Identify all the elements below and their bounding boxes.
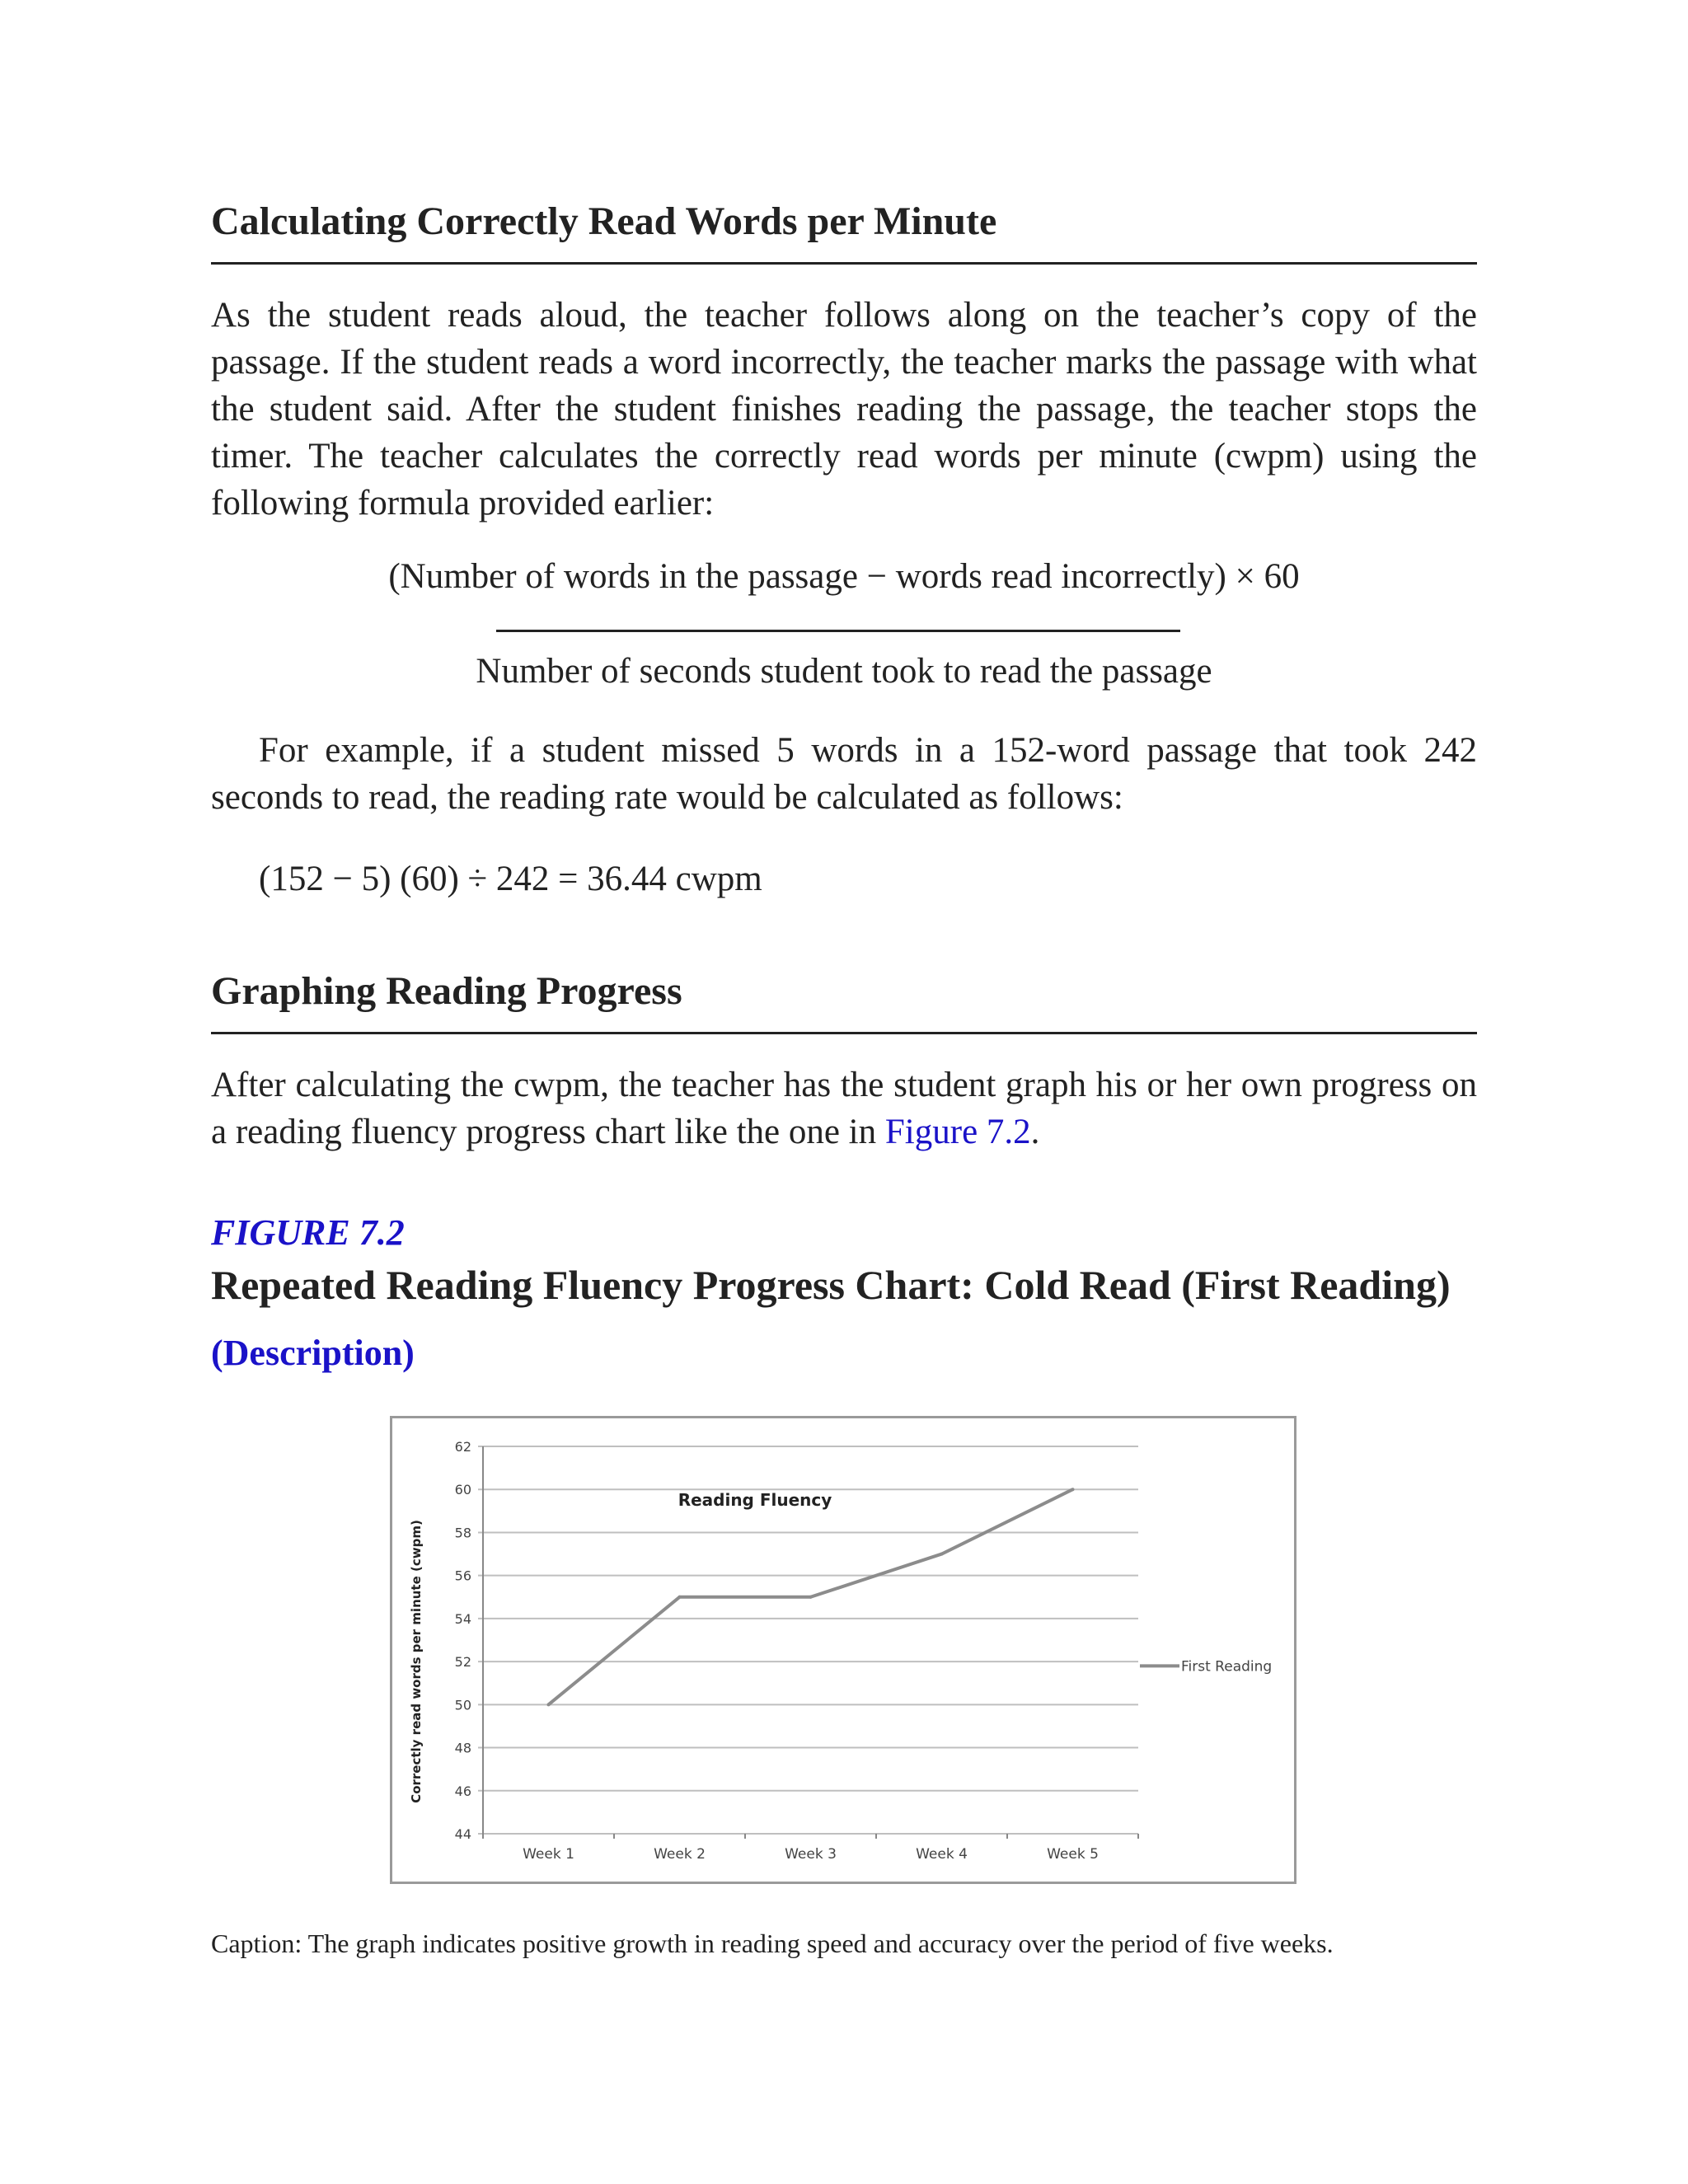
y-tick-label: 46 — [454, 1783, 471, 1799]
data-point — [678, 1596, 682, 1599]
y-tick-label: 50 — [454, 1697, 471, 1713]
example-calculation: (152 − 5) (60) ÷ 242 = 36.44 cwpm — [259, 860, 762, 898]
y-tick-label: 58 — [454, 1525, 471, 1541]
y-tick-label: 62 — [454, 1439, 471, 1455]
description-link[interactable]: (Description) — [211, 1333, 415, 1373]
figure-label: FIGURE 7.2 — [211, 1212, 405, 1253]
y-tick-label: 48 — [454, 1740, 471, 1756]
legend-label: First Reading — [1181, 1658, 1273, 1675]
reading-fluency-chart — [392, 1418, 1294, 1882]
x-tick-label: Week 4 — [916, 1846, 968, 1863]
chart-frame — [390, 1416, 1296, 1884]
data-point — [940, 1553, 944, 1556]
figure-title: Repeated Reading Fluency Progress Chart: Cold Read (First Reading) — [211, 1262, 1451, 1308]
heading-rule — [211, 1032, 1477, 1034]
x-tick-label: Week 3 — [785, 1846, 837, 1863]
y-tick-label: 60 — [454, 1482, 471, 1498]
y-tick-label: 56 — [454, 1568, 471, 1584]
data-point — [547, 1703, 551, 1706]
heading-rule — [211, 262, 1477, 265]
fraction-bar — [496, 630, 1180, 632]
graphing-paragraph — [211, 1062, 1477, 1155]
x-tick-label: Week 2 — [654, 1846, 706, 1863]
y-tick-label: 52 — [454, 1654, 471, 1671]
figure-link[interactable]: Figure 7.2 — [884, 1113, 1031, 1151]
graphing-text: After calculating the cwpm, the teacher has the student graph his or her own progress on a reading fluency progress chart like the one in — [211, 1066, 1477, 1151]
formula-numerator: (Number of words in the passage − words read incorrectly) × 60 — [388, 557, 1300, 596]
chart-title: Reading Fluency — [678, 1490, 832, 1510]
data-point — [809, 1596, 813, 1599]
example-paragraph: For example, if a student missed 5 words in a 152-word passage that took 242 seconds to read, the reading rate would be calculated as follows: — [211, 731, 1477, 817]
section-heading-cwpm: Calculating Correctly Read Words per Minute — [211, 199, 997, 243]
y-tick-label: 44 — [454, 1826, 471, 1842]
section-heading-graphing: Graphing Reading Progress — [211, 969, 682, 1013]
graphing-text-end: . — [1030, 1113, 1040, 1151]
cwpm-paragraph: As the student reads aloud, the teacher follows along on the teacher’s copy of the passage. If the student reads a word incorrectly, the teacher marks the passage with what the student said. After the student finishes reading the passage, the teacher stops the timer. The teacher calculates the correctly read words per minute (cwpm) using the following formula provided earlier: — [211, 296, 1477, 523]
formula-denominator: Number of seconds student took to read the passage — [476, 652, 1212, 691]
figure-caption: Caption: The graph indicates positive growth in reading speed and accuracy over the period of five weeks. — [211, 1929, 1334, 1958]
x-tick-label: Week 1 — [523, 1846, 574, 1863]
data-point — [1071, 1488, 1075, 1491]
y-axis-label: Correctly read words per minute (cwpm) — [409, 1520, 424, 1803]
x-tick-label: Week 5 — [1047, 1846, 1099, 1863]
y-tick-label: 54 — [454, 1610, 471, 1627]
